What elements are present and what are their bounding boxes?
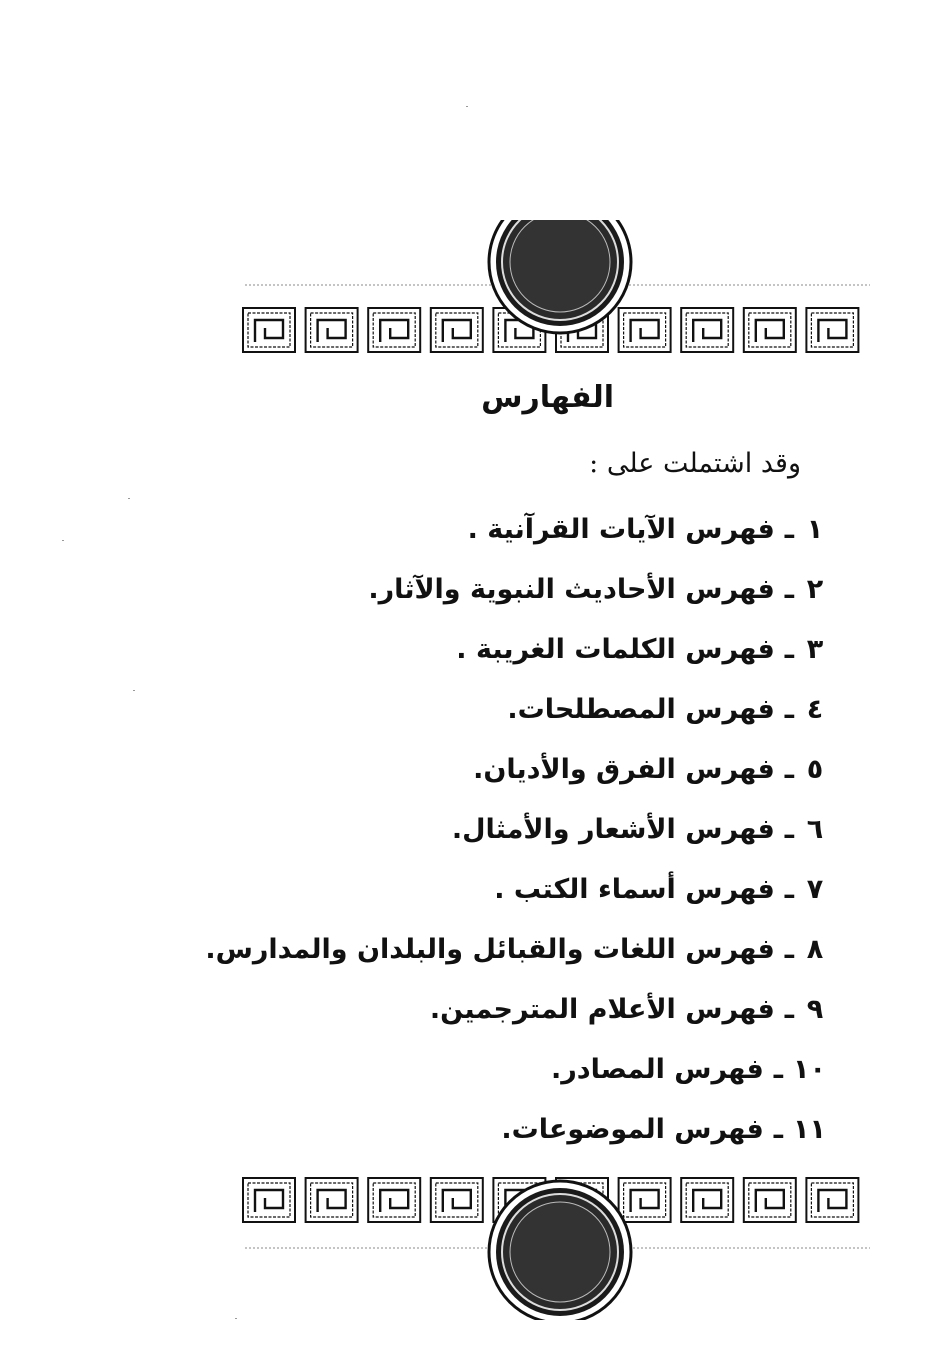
index-list-item [205, 620, 826, 680]
item-text: فهرس الأحاديث النبوية والآثار. [368, 574, 775, 605]
key-tile [806, 308, 858, 352]
item-number: ٥ [806, 754, 824, 785]
item-number: ١٠ [793, 1054, 826, 1085]
key-tile [744, 1178, 796, 1222]
key-tile [368, 308, 420, 352]
bottom-ornament [0, 1160, 936, 1320]
speck [133, 690, 135, 691]
item-separator: ـ [784, 754, 794, 785]
item-separator: ـ [784, 934, 794, 965]
item-separator: ـ [784, 874, 794, 905]
speck [62, 540, 64, 541]
key-tile [619, 1178, 671, 1222]
item-separator: ـ [773, 1114, 784, 1145]
item-text: فهرس الموضوعات. [501, 1114, 764, 1145]
item-number: ٤ [806, 694, 824, 725]
speck [466, 106, 468, 107]
item-number: ٢ [806, 574, 824, 605]
item-number: ٧ [806, 874, 824, 905]
index-list-item [205, 500, 826, 560]
item-text: فهرس الأعلام المترجمين. [429, 994, 775, 1025]
item-number: ٣ [806, 634, 824, 665]
key-tile [306, 1178, 358, 1222]
item-separator: ـ [784, 694, 794, 725]
item-text: فهرس الأشعار والأمثال. [451, 814, 775, 845]
key-tile [306, 308, 358, 352]
item-text: فهرس الآيات القرآنية . [467, 514, 775, 545]
intro-text: وقد اشتملت على : [589, 448, 801, 479]
index-list-item [205, 860, 826, 920]
key-tile [744, 308, 796, 352]
index-list-item [205, 1040, 826, 1100]
item-text: فهرس المصطلحات. [507, 694, 775, 725]
item-text: فهرس الفرق والأديان. [473, 754, 775, 785]
item-text: فهرس الكلمات الغريبة . [456, 634, 775, 665]
item-text: فهرس اللغات والقبائل والبلدان والمدارس. [205, 934, 775, 965]
bottom-border-svg [0, 1160, 936, 1320]
key-tile [431, 1178, 483, 1222]
item-separator: ـ [784, 514, 794, 545]
index-list-item [205, 680, 826, 740]
item-text: فهرس المصادر. [550, 1054, 764, 1085]
key-tile [431, 308, 483, 352]
medallion-icon [489, 1181, 631, 1320]
item-number: ٨ [806, 934, 824, 965]
item-number: ١ [806, 514, 824, 545]
key-tile [681, 308, 733, 352]
index-list [205, 500, 826, 1160]
item-text: فهرس أسماء الكتب . [494, 874, 775, 905]
speck [128, 498, 130, 499]
index-list-item [205, 920, 826, 980]
index-list-item [205, 800, 826, 860]
page-title: الفهارس [481, 380, 614, 415]
item-number: ١١ [793, 1114, 826, 1145]
key-tile [681, 1178, 733, 1222]
index-list-item [205, 980, 826, 1040]
item-separator: ـ [784, 634, 794, 665]
index-list-item [205, 560, 826, 620]
key-tile [806, 1178, 858, 1222]
key-tile [243, 308, 295, 352]
item-separator: ـ [784, 814, 794, 845]
key-tile [368, 1178, 420, 1222]
top-ornament [0, 220, 936, 360]
item-separator: ـ [784, 574, 794, 605]
item-separator: ـ [773, 1054, 784, 1085]
item-number: ٦ [806, 814, 824, 845]
index-list-item [205, 1100, 826, 1160]
item-number: ٩ [806, 994, 824, 1025]
index-list-item [205, 740, 826, 800]
key-tile [619, 308, 671, 352]
key-tile [243, 1178, 295, 1222]
item-separator: ـ [784, 994, 794, 1025]
top-border-svg [0, 220, 936, 360]
speck [235, 1318, 237, 1319]
